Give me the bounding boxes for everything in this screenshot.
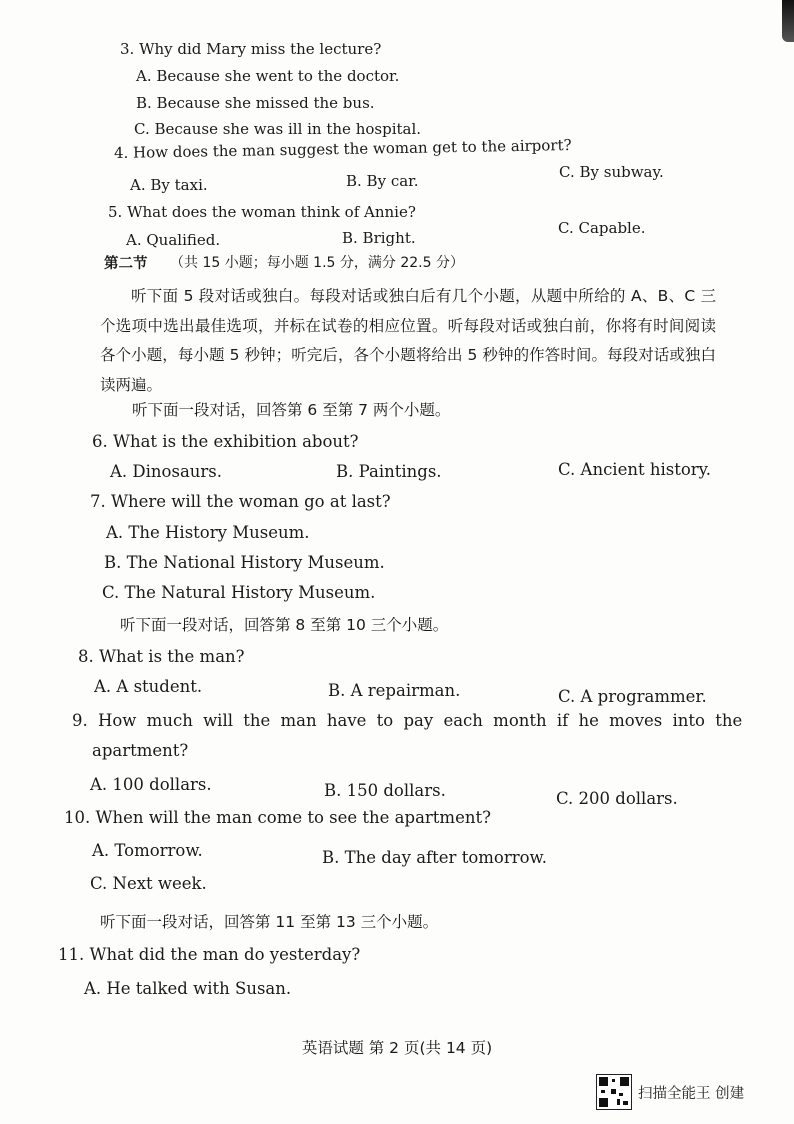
question-7-option-c: C. The Natural History Museum.: [102, 583, 376, 602]
question-8-option-a: A. A student.: [94, 677, 203, 696]
question-4-stem: 4. How does the man suggest the woman get to the airport?: [113, 136, 572, 162]
question-10-stem: 10. When will the man come to see the apartment?: [64, 808, 491, 827]
question-6-option-c: C. Ancient history.: [558, 460, 712, 479]
question-4-option-b: B. By car.: [346, 172, 419, 190]
question-3-stem: 3. Why did Mary miss the lecture?: [120, 40, 382, 58]
question-3-option-a: A. Because she went to the doctor.: [136, 67, 400, 85]
question-10-option-c: C. Next week.: [90, 874, 207, 893]
section-meta: （共 15 小题；每小题 1.5 分，满分 22.5 分）: [170, 255, 464, 271]
question-8-option-b: B. A repairman.: [328, 681, 461, 700]
question-10-option-b: B. The day after tomorrow.: [322, 848, 547, 867]
question-3-option-c: C. Because she was ill in the hospital.: [134, 120, 422, 138]
question-9-option-c: C. 200 dollars.: [556, 789, 678, 808]
question-5-option-a: A. Qualified.: [126, 231, 221, 249]
page-footer: 英语试题 第 2 页(共 14 页): [301, 1039, 493, 1057]
qr-code-icon: [596, 1074, 632, 1110]
question-8-option-c: C. A programmer.: [558, 687, 707, 706]
question-7-stem: 7. Where will the woman go at last?: [90, 492, 391, 511]
question-5-option-c: C. Capable.: [558, 219, 646, 237]
dialogue-cue-2: 听下面一段对话，回答第 8 至第 10 三个小题。: [120, 616, 449, 634]
question-9-option-a: A. 100 dollars.: [90, 775, 212, 794]
question-9-option-b: B. 150 dollars.: [324, 781, 446, 800]
question-6-option-b: B. Paintings.: [336, 462, 442, 481]
watermark-text: 扫描全能王 创建: [638, 1085, 745, 1102]
scanner-watermark: [596, 1074, 744, 1110]
question-7-option-b: B. The National History Museum.: [104, 553, 385, 572]
question-10-option-a: A. Tomorrow.: [92, 841, 203, 860]
question-5-stem: 5. What does the woman think of Annie?: [108, 203, 416, 221]
dialogue-cue-1: 听下面一段对话，回答第 6 至第 7 两个小题。: [132, 401, 451, 419]
question-11-stem: 11. What did the man do yesterday?: [58, 945, 361, 964]
scan-edge-shadow: [782, 0, 794, 42]
question-5-option-b: B. Bright.: [342, 229, 416, 247]
section-instructions: 听下面 5 段对话或独白。每段对话或独白后有几个小题，从题中所给的 A、B、C 三个选项中选出最佳选项，并标在试卷的相应位置。听每段对话或独白前，你将有时间阅读各个小题，每小题 5 秒钟；听完后，各个小题将给出 5 秒钟的作答时间。每段对话或独白读两遍。: [100, 287, 716, 394]
question-3-option-b: B. Because she missed the bus.: [136, 94, 375, 112]
question-9-stem-line2: apartment?: [92, 741, 189, 760]
question-6-stem: 6. What is the exhibition about?: [92, 432, 359, 451]
section-title: 第二节: [104, 256, 148, 272]
question-4-option-c: C. By subway.: [559, 163, 664, 181]
dialogue-cue-3: 听下面一段对话，回答第 11 至第 13 三个小题。: [100, 913, 439, 931]
question-8-stem: 8. What is the man?: [78, 647, 245, 666]
question-7-option-a: A. The History Museum.: [106, 523, 310, 542]
question-6-option-a: A. Dinosaurs.: [110, 462, 223, 481]
question-9-stem-line1: 9. How much will the man have to pay each month if he moves into the: [72, 711, 743, 730]
question-4-option-a: A. By taxi.: [130, 176, 208, 194]
question-11-option-a: A. He talked with Susan.: [84, 979, 292, 998]
